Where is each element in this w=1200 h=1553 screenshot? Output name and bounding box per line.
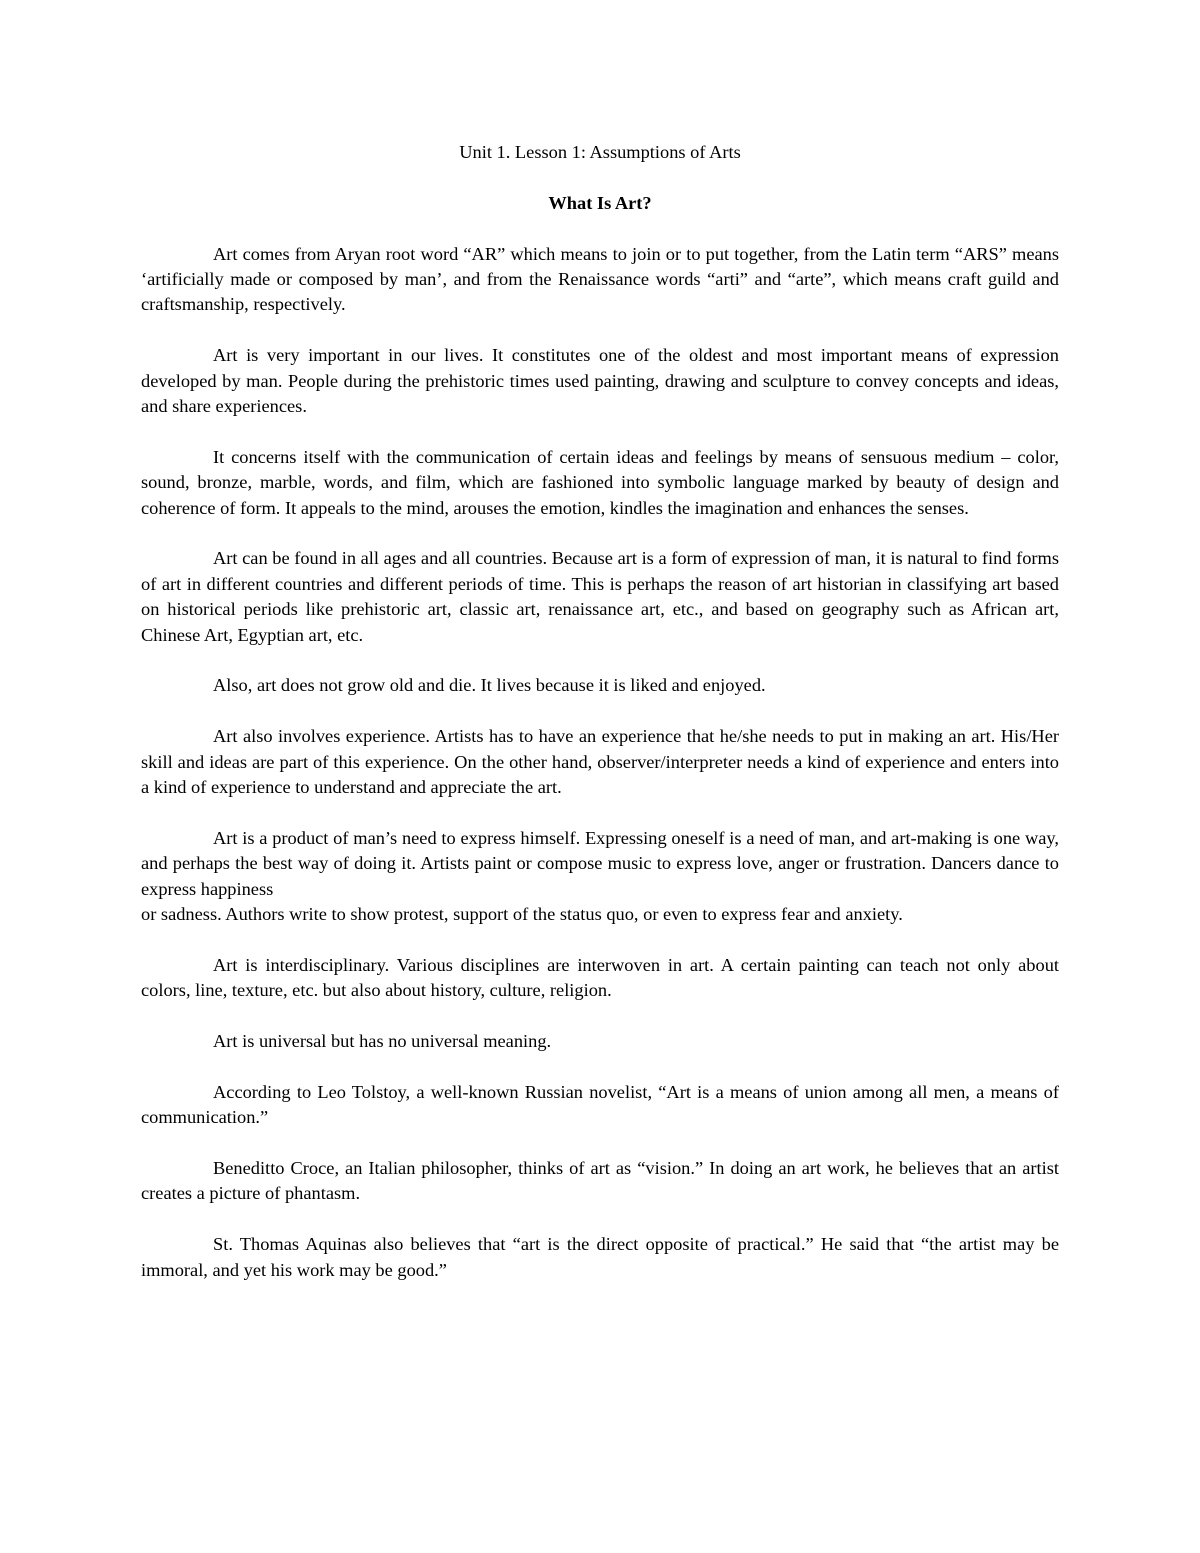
paragraph-communication: It concerns itself with the communication of certain ideas and feelings by means of sensuous medium – color, sound, bronze, marble, words, and film, which are fashioned into symbolic language marked by beauty of design and coherence of form. It appeals to the mind, arouses the emotion, kindles the imagination and enhances the senses. bbox=[141, 446, 1059, 518]
paragraph-etymology: Art comes from Aryan root word “AR” which means to join or to put together, from the Latin term “ARS” means ‘artificially made or composed by man’, and from the Renaissance words “arti” and “arte”, which means craft guild and craftsmanship, respectively. bbox=[141, 243, 1059, 315]
paragraph-expression-part1: Art is a product of man’s need to express himself. Expressing oneself is a need of man, and art-making is one way, and perhaps the best way of doing it. Artists paint or compose music to express love, anger or frustration. Dancers dance to express happiness bbox=[141, 827, 1059, 899]
paragraph-aquinas: St. Thomas Aquinas also believes that “art is the direct opposite of practical.” He said that “the artist may be immoral, and yet his work may be good.” bbox=[141, 1234, 1059, 1280]
paragraph-expression bbox=[141, 826, 1059, 928]
paragraph-importance: Art is very important in our lives. It constitutes one of the oldest and most important means of expression developed by man. People during the prehistoric times used painting, drawing and sculpture to convey concepts and ideas, and share experiences. bbox=[141, 345, 1059, 417]
paragraph-tolstoy: According to Leo Tolstoy, a well-known Russian novelist, “Art is a means of union among all men, a means of communication.” bbox=[141, 1081, 1059, 1128]
paragraph-does-not-die: Also, art does not grow old and die. It lives because it is liked and enjoyed. bbox=[213, 675, 766, 696]
paragraph-croce: Beneditto Croce, an Italian philosopher, thinks of art as “vision.” In doing an art work, he believes that an artist creates a picture of phantasm. bbox=[141, 1158, 1059, 1204]
paragraph-expression-part2: or sadness. Authors write to show protest, support of the status quo, or even to express fear and anxiety. bbox=[141, 904, 903, 925]
paragraph-universal: Art is universal but has no universal meaning. bbox=[213, 1031, 552, 1052]
paragraph-interdisciplinary: Art is interdisciplinary. Various disciplines are interwoven in art. A certain painting can teach not only about colors, line, texture, etc. but also about history, culture, religion. bbox=[141, 954, 1059, 1001]
document-title: Unit 1. Lesson 1: Assumptions of Arts bbox=[459, 142, 741, 162]
paragraph-experience: Art also involves experience. Artists has to have an experience that he/she needs to put in making an art. His/Her skill and ideas are part of this experience. On the other hand, observer/interpreter needs a kind of experience and enters into a kind of experience to understand and appreciate the art. bbox=[141, 726, 1059, 798]
paragraph-ages-countries: Art can be found in all ages and all countries. Because art is a form of expression of man, it is natural to find forms of art in different countries and different periods of time. This is perhaps the reason of art historian in classifying art based on historical periods like prehistoric art, classic art, renaissance art, etc., and based on geography such as African art, Chinese Art, Egyptian art, etc. bbox=[141, 548, 1059, 645]
document-subtitle: What Is Art? bbox=[548, 192, 652, 213]
document-body bbox=[141, 140, 1059, 1283]
